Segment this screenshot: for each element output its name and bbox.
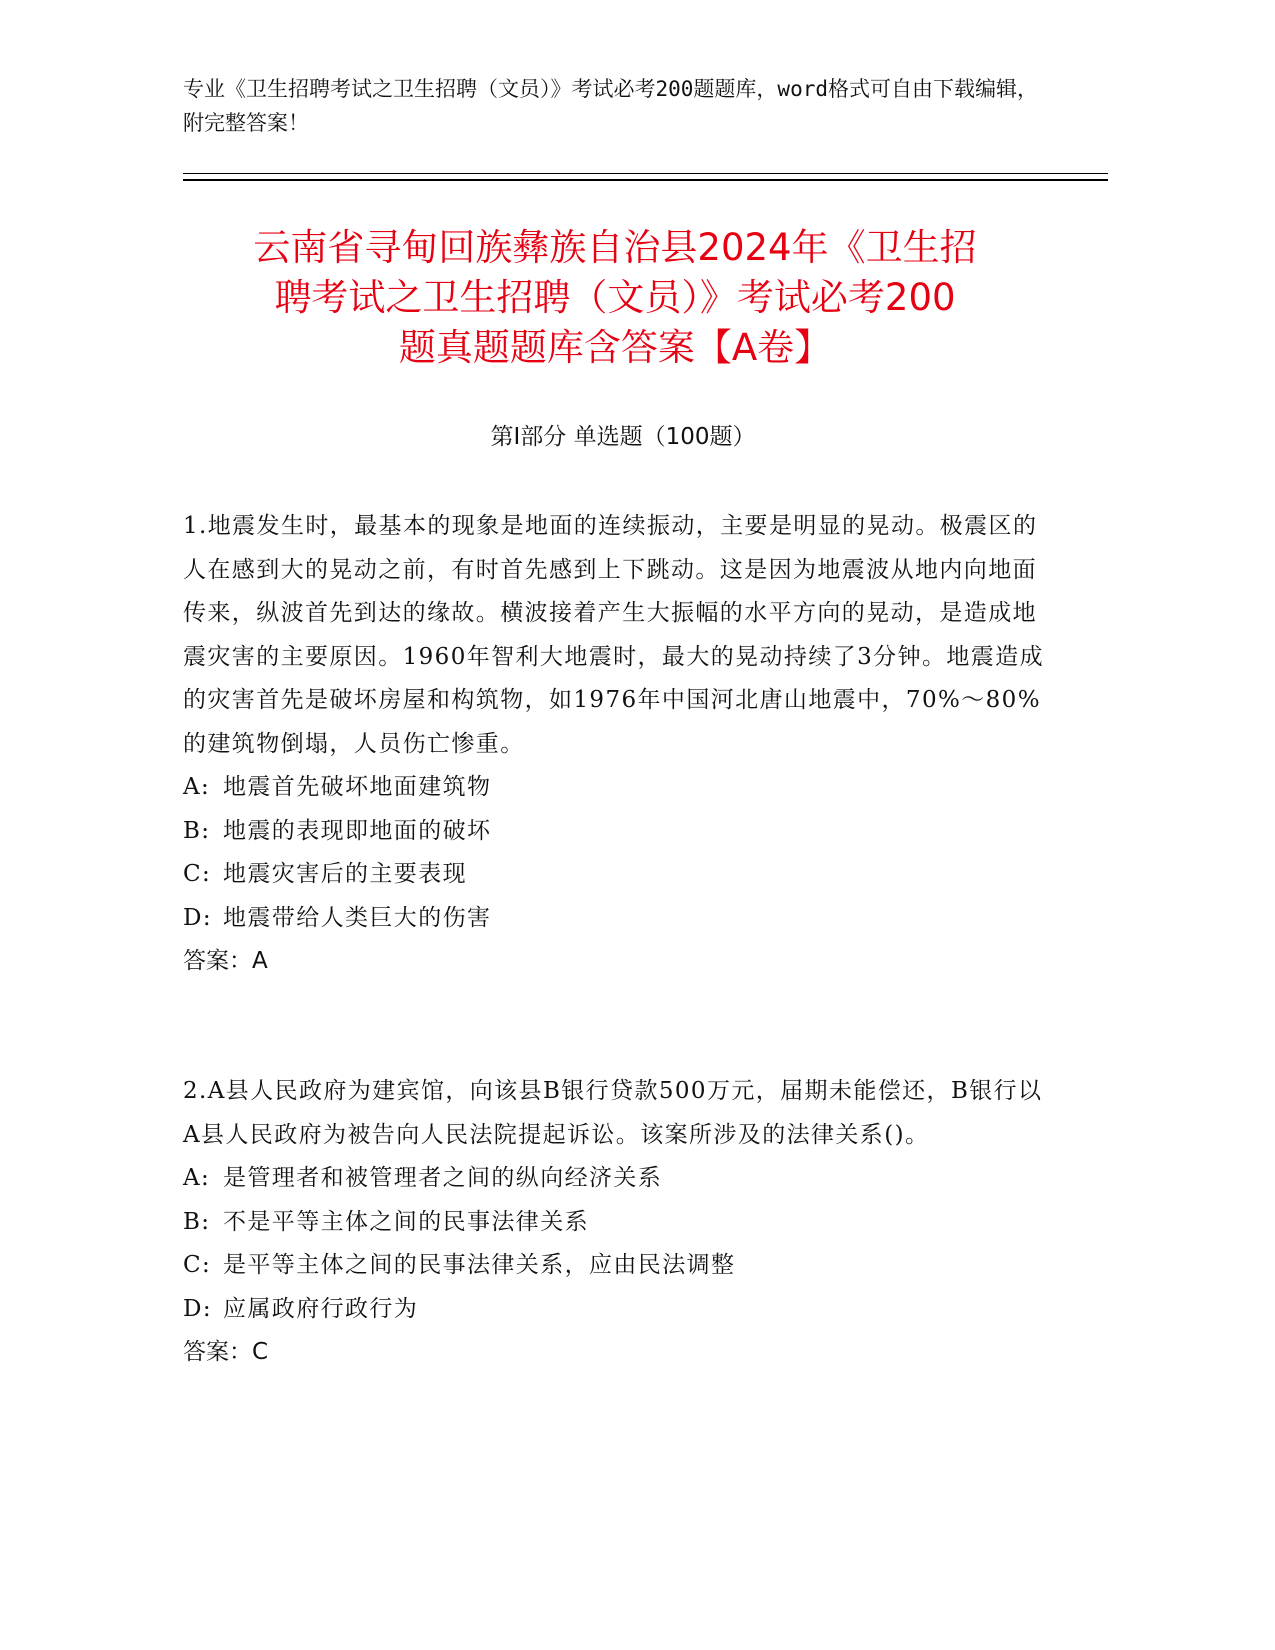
title-line-1: 云南省寻甸回族彝族自治县2024年《卫生招	[253, 226, 977, 269]
question-text: 1.地震发生时，最基本的现象是地面的连续振动，主要是明显的晃动。极震区的人在感到大的晃动之前，有时首先感到上下跳动。这是因为地震波从地内向地面传来，纵波首先到达的缘故。横波接着产生大振幅的水平方向的晃动，是造成地震灾害的主要原因。1960年智利大地震时，最大的晃动持续了3分钟。地震造成的灾害首先是破坏房屋和构筑物，如1976年中国河北唐山地震中，70%～80%的建筑物倒塌，人员伤亡惨重。	[183, 513, 1044, 757]
option-label: A:	[183, 774, 211, 800]
option-a	[183, 1157, 1053, 1201]
title-line-2: 聘考试之卫生招聘（文员）》考试必考200	[274, 276, 956, 319]
answer-line: 答案：A	[183, 948, 268, 974]
option-label: D:	[183, 1295, 212, 1322]
option-text: 地震的表现即地面的破坏	[223, 817, 492, 844]
option-text: 应属政府行政行为	[223, 1295, 419, 1322]
header-note: 专业《卫生招聘考试之卫生招聘（文员）》考试必考200题题库，word格式可自由下载编辑，附完整答案！	[183, 77, 1038, 135]
option-label: B:	[183, 817, 211, 844]
option-d	[183, 897, 1053, 941]
question-2	[183, 1070, 1053, 1375]
option-label: A:	[183, 1165, 211, 1191]
option-label: B:	[183, 1208, 211, 1235]
option-text: 地震带给人类巨大的伤害	[223, 904, 492, 931]
section-heading: 第Ⅰ部分 单选题（100题）	[490, 424, 756, 450]
option-text: 是管理者和被管理者之间的纵向经济关系	[223, 1165, 663, 1191]
option-c	[183, 853, 1053, 897]
header-divider-thick	[183, 179, 1108, 181]
option-text: 不是平等主体之间的民事法律关系	[223, 1208, 589, 1235]
option-label: D:	[183, 904, 212, 931]
option-label: C:	[183, 1252, 212, 1278]
option-b	[183, 810, 1053, 854]
document-title	[175, 223, 1055, 373]
option-text: 地震首先破坏地面建筑物	[223, 774, 492, 800]
option-d	[183, 1288, 1053, 1332]
option-text: 是平等主体之间的民事法律关系，应由民法调整	[223, 1252, 736, 1278]
answer-line: 答案：C	[183, 1339, 269, 1365]
question-text: 2.A县人民政府为建宾馆，向该县B银行贷款500万元，届期未能偿还，B银行以A县人民政府为被告向人民法院提起诉讼。该案所涉及的法律关系()。	[183, 1078, 1043, 1148]
title-line-3: 题真题题库含答案【A卷】	[398, 326, 832, 369]
option-text: 地震灾害后的主要表现	[223, 861, 467, 887]
question-1	[183, 505, 1053, 984]
option-b	[183, 1201, 1053, 1245]
option-a	[183, 766, 1053, 810]
option-c	[183, 1244, 1053, 1288]
option-label: C:	[183, 861, 212, 887]
header-divider-thin	[183, 173, 1108, 174]
